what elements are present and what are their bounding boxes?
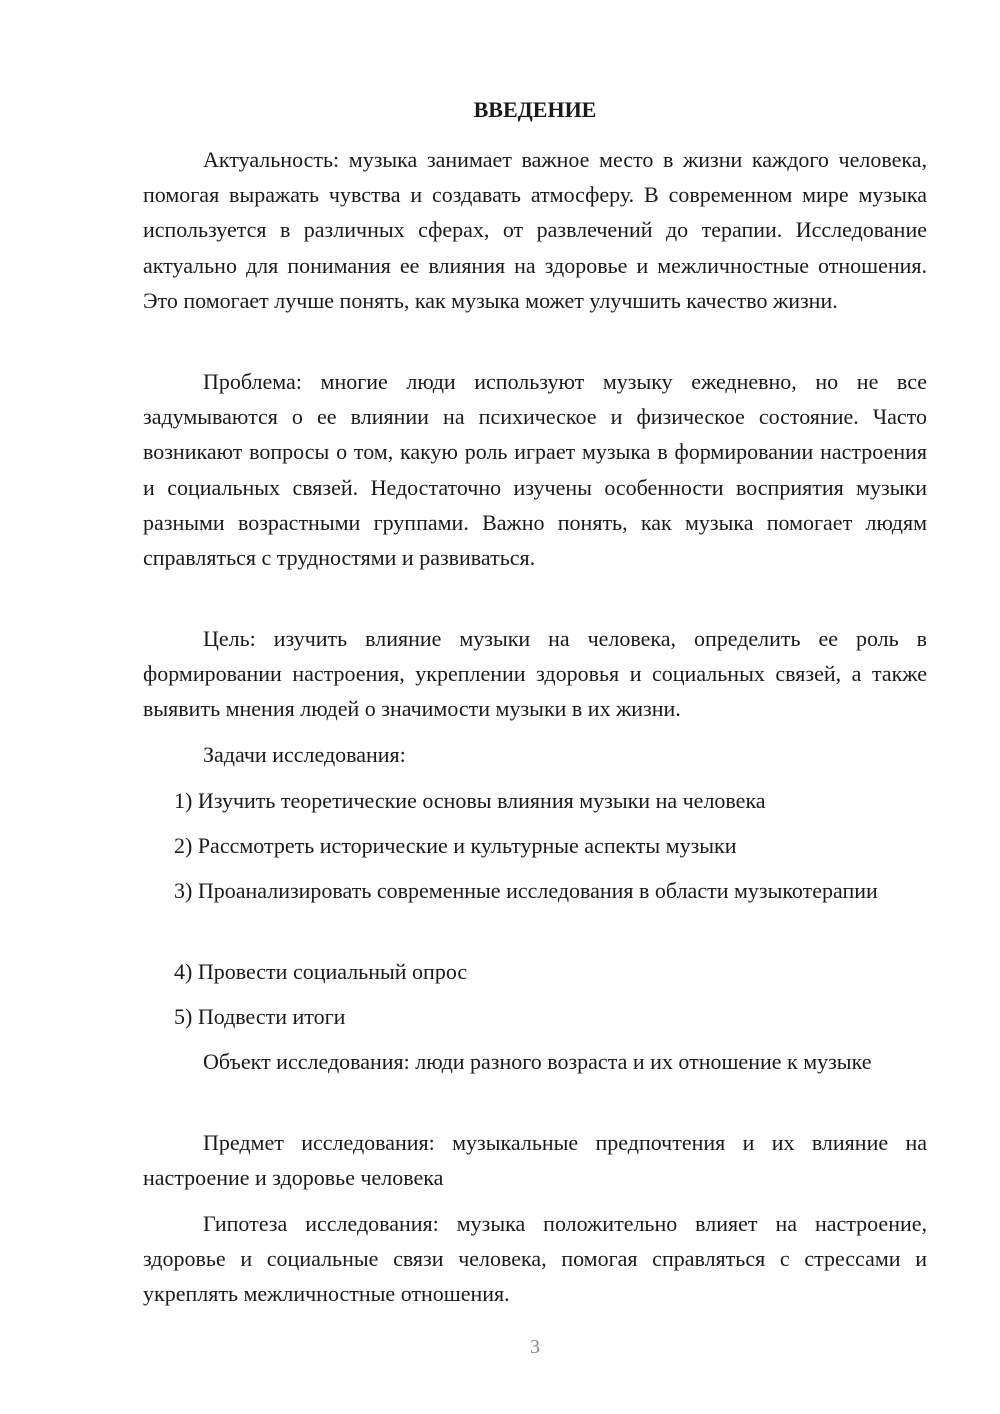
task-item-1: 1) Изучить теоретические основы влияния музыки на человека	[174, 788, 766, 813]
page-title: ВВЕДЕНИЕ	[473, 97, 597, 122]
document-page	[143, 0, 927, 1414]
relevance-paragraph: Актуальность: музыка занимает важное место в жизни каждого человека, помогая выражать чувства и создавать атмосферу. В современном мире музыка используется в различных сферах, от развлечений до терапии. Исследование актуально для понимания ее влияния на здоровье и межличностные отношения. Это помогает лучше понять, как музыка может улучшить качество жизни.	[143, 147, 927, 313]
task-item-5: 5) Подвести итоги	[174, 1004, 346, 1029]
task-item-2: 2) Рассмотреть исторические и культурные аспекты музыки	[174, 833, 737, 858]
object-paragraph: Объект исследования: люди разного возраста и их отношение к музыке	[203, 1049, 872, 1074]
problem-paragraph: Проблема: многие люди используют музыку ежедневно, но не все задумываются о ее влиянии на психическое и физическое состояние. Часто возникают вопросы о том, какую роль играет музыка в формировании настроения и социальных связей. Недостаточно изучены особенности восприятия музыки разными возрастными группами. Важно понять, как музыка помогает людям справляться с трудностями и развиваться.	[143, 369, 927, 571]
task-item-4: 4) Провести социальный опрос	[174, 959, 468, 984]
goal-paragraph: Цель: изучить влияние музыки на человека, определить ее роль в формировании настроения, укреплении здоровья и социальных связей, а также выявить мнения людей о значимости музыки в их жизни.	[143, 626, 927, 722]
hypothesis-paragraph: Гипотеза исследования: музыка положительно влияет на настроение, здоровье и социальные связи человека, помогая справляться с стрессами и укреплять межличностные отношения.	[143, 1211, 927, 1307]
subject-paragraph: Предмет исследования: музыкальные предпочтения и их влияние на настроение и здоровье человека	[143, 1130, 927, 1191]
tasks-heading: Задачи исследования:	[203, 742, 406, 767]
page-number: 3	[530, 1336, 540, 1358]
task-item-3: 3) Проанализировать современные исследования в области музыкотерапии	[174, 878, 878, 903]
